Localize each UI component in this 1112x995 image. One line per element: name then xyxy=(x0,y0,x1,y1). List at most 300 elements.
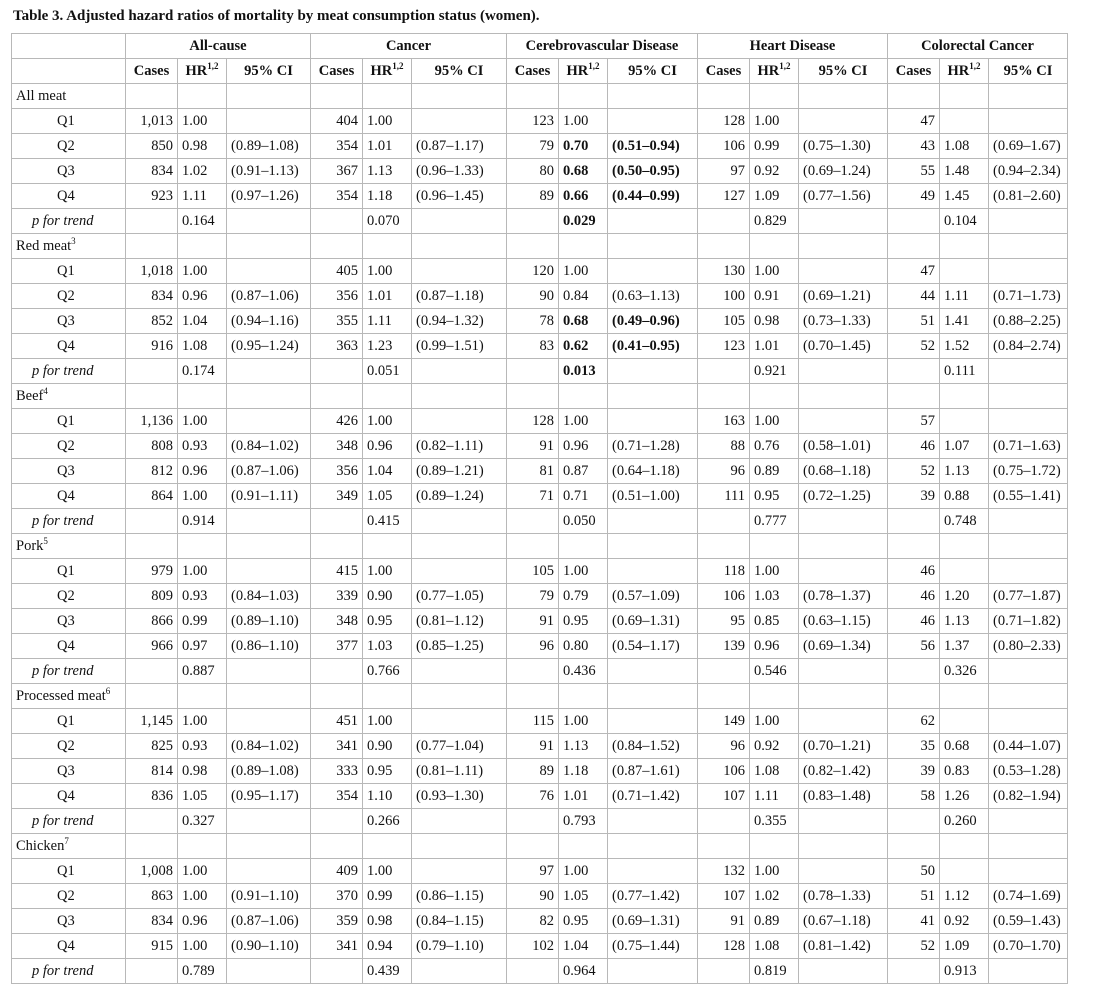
table-row xyxy=(12,109,1068,134)
hr-cell: 1.00 xyxy=(363,109,412,134)
ci-cell xyxy=(799,109,888,134)
group-header-cerebrovascular-disease: Cerebrovascular Disease xyxy=(507,34,698,59)
cases-cell xyxy=(888,209,940,234)
ci-cell xyxy=(412,659,507,684)
hr-cell: 0.748 xyxy=(940,509,989,534)
empty-cell xyxy=(799,234,888,259)
cases-cell: 90 xyxy=(507,884,559,909)
ci-cell: (0.86–1.10) xyxy=(227,634,311,659)
subheader-95-ci: 95% CI xyxy=(989,59,1068,84)
empty-cell xyxy=(178,234,227,259)
row-label: Q3 xyxy=(12,309,126,334)
ci-cell: (0.69–1.31) xyxy=(608,909,698,934)
ci-cell: (0.72–1.25) xyxy=(799,484,888,509)
ci-cell xyxy=(799,259,888,284)
hr-cell: 1.01 xyxy=(750,334,799,359)
hr-cell: 0.85 xyxy=(750,609,799,634)
cases-cell: 132 xyxy=(698,859,750,884)
empty-cell xyxy=(559,684,608,709)
cases-cell xyxy=(311,809,363,834)
ci-cell xyxy=(799,409,888,434)
ci-cell: (0.71–1.73) xyxy=(989,284,1068,309)
section-footnote: 3 xyxy=(71,236,76,247)
row-label: Q4 xyxy=(12,334,126,359)
hr-cell: 0.829 xyxy=(750,209,799,234)
row-label: Q3 xyxy=(12,609,126,634)
ci-cell: (0.86–1.15) xyxy=(412,884,507,909)
ci-cell xyxy=(989,559,1068,584)
section-label: Pork$^5$ xyxy=(12,534,126,559)
empty-cell xyxy=(888,684,940,709)
row-label: Q1 xyxy=(12,409,126,434)
empty-cell xyxy=(608,684,698,709)
ci-cell xyxy=(412,859,507,884)
cases-cell: 118 xyxy=(698,559,750,584)
table-row xyxy=(12,409,1068,434)
cases-cell: 405 xyxy=(311,259,363,284)
empty-cell xyxy=(227,84,311,109)
empty-cell xyxy=(940,384,989,409)
cases-cell xyxy=(888,509,940,534)
ci-cell xyxy=(608,359,698,384)
cases-cell: 348 xyxy=(311,609,363,634)
empty-cell xyxy=(507,534,559,559)
cases-cell: 106 xyxy=(698,134,750,159)
section-row xyxy=(12,834,1068,859)
ci-cell: (0.68–1.18) xyxy=(799,459,888,484)
ci-cell xyxy=(608,109,698,134)
empty-cell xyxy=(698,84,750,109)
hr-cell: 1.13 xyxy=(363,159,412,184)
empty-cell xyxy=(507,84,559,109)
hr-cell: 0.95 xyxy=(559,909,608,934)
empty-cell xyxy=(311,684,363,709)
cases-cell xyxy=(698,809,750,834)
hr-cell: 0.95 xyxy=(363,759,412,784)
empty-cell xyxy=(178,684,227,709)
hr-cell: 1.00 xyxy=(559,409,608,434)
row-label: p for trend xyxy=(12,209,126,234)
cases-cell: 149 xyxy=(698,709,750,734)
hr-cell: 1.00 xyxy=(178,409,227,434)
row-label: Q1 xyxy=(12,709,126,734)
hr-cell: 0.68 xyxy=(940,734,989,759)
cases-cell: 106 xyxy=(698,759,750,784)
cases-cell: 1,136 xyxy=(126,409,178,434)
hr-cell: 0.91 xyxy=(750,284,799,309)
cases-cell: 356 xyxy=(311,459,363,484)
hr-cell: 1.12 xyxy=(940,884,989,909)
ci-cell xyxy=(227,809,311,834)
ci-cell: (0.94–2.34) xyxy=(989,159,1068,184)
cases-cell: 852 xyxy=(126,309,178,334)
empty-cell xyxy=(126,384,178,409)
empty-cell xyxy=(412,384,507,409)
ci-cell xyxy=(799,809,888,834)
ci-cell: (0.55–1.41) xyxy=(989,484,1068,509)
cases-cell: 1,008 xyxy=(126,859,178,884)
empty-cell xyxy=(507,384,559,409)
ci-cell: (0.75–1.30) xyxy=(799,134,888,159)
hr-cell: 1.00 xyxy=(178,884,227,909)
cases-cell: 46 xyxy=(888,559,940,584)
subheader-95-ci: 95% CI xyxy=(608,59,698,84)
cases-cell: 41 xyxy=(888,909,940,934)
cases-cell: 115 xyxy=(507,709,559,734)
cases-cell: 89 xyxy=(507,184,559,209)
hr-cell: 1.09 xyxy=(940,934,989,959)
ci-cell: (0.82–1.94) xyxy=(989,784,1068,809)
row-label: Q3 xyxy=(12,459,126,484)
hr-cell: 0.99 xyxy=(363,884,412,909)
row-label: Q4 xyxy=(12,634,126,659)
empty-cell xyxy=(126,534,178,559)
hr-cell: 0.051 xyxy=(363,359,412,384)
hr-cell: 1.11 xyxy=(363,309,412,334)
ci-cell: (0.70–1.45) xyxy=(799,334,888,359)
hr-cell xyxy=(940,259,989,284)
cases-cell: 809 xyxy=(126,584,178,609)
hr-cell: 1.41 xyxy=(940,309,989,334)
ci-cell xyxy=(227,109,311,134)
hr-cell xyxy=(940,859,989,884)
hr-cell: 1.00 xyxy=(750,109,799,134)
cases-cell xyxy=(888,659,940,684)
hr-cell: 1.04 xyxy=(559,934,608,959)
hr-cell: 0.98 xyxy=(363,909,412,934)
ci-cell: (0.71–1.42) xyxy=(608,784,698,809)
row-label: Q2 xyxy=(12,284,126,309)
table-row xyxy=(12,359,1068,384)
cases-cell: 128 xyxy=(507,409,559,434)
empty-cell xyxy=(750,84,799,109)
hr-cell: 1.08 xyxy=(750,934,799,959)
empty-cell xyxy=(989,834,1068,859)
cases-cell: 71 xyxy=(507,484,559,509)
cases-cell: 349 xyxy=(311,484,363,509)
ci-cell: (0.75–1.44) xyxy=(608,934,698,959)
hr-cell: 0.819 xyxy=(750,959,799,984)
empty-cell xyxy=(940,684,989,709)
cases-cell: 377 xyxy=(311,634,363,659)
row-label: Q2 xyxy=(12,584,126,609)
hr-cell: 1.18 xyxy=(559,759,608,784)
table-row xyxy=(12,609,1068,634)
hr-cell: 0.777 xyxy=(750,509,799,534)
hr-cell: 0.89 xyxy=(750,459,799,484)
ci-cell xyxy=(989,959,1068,984)
empty-cell xyxy=(888,234,940,259)
hr-cell: 0.96 xyxy=(178,284,227,309)
cases-cell: 834 xyxy=(126,909,178,934)
hr-cell: 0.436 xyxy=(559,659,608,684)
subheader-cases: Cases xyxy=(888,59,940,84)
hr-cell: 0.83 xyxy=(940,759,989,784)
cases-cell: 130 xyxy=(698,259,750,284)
subheader-cases: Cases xyxy=(126,59,178,84)
empty-cell xyxy=(126,684,178,709)
table-row xyxy=(12,434,1068,459)
cases-cell: 97 xyxy=(507,859,559,884)
cases-cell: 814 xyxy=(126,759,178,784)
ci-cell xyxy=(227,409,311,434)
hr-cell: 1.00 xyxy=(178,859,227,884)
cases-cell xyxy=(507,359,559,384)
empty-cell xyxy=(507,684,559,709)
ci-cell: (0.87–1.06) xyxy=(227,459,311,484)
cases-cell: 57 xyxy=(888,409,940,434)
empty-cell xyxy=(559,384,608,409)
ci-cell xyxy=(608,509,698,534)
hr-cell: 0.964 xyxy=(559,959,608,984)
ci-cell: (0.94–1.16) xyxy=(227,309,311,334)
ci-cell xyxy=(608,259,698,284)
hr-cell: 1.26 xyxy=(940,784,989,809)
group-header-all-cause: All-cause xyxy=(126,34,311,59)
table-row xyxy=(12,559,1068,584)
table-row xyxy=(12,209,1068,234)
ci-cell xyxy=(227,209,311,234)
hr-cell: 1.00 xyxy=(178,559,227,584)
hr-cell: 0.111 xyxy=(940,359,989,384)
empty-cell xyxy=(227,834,311,859)
cases-cell: 51 xyxy=(888,884,940,909)
empty-cell xyxy=(311,834,363,859)
ci-cell: (0.87–1.06) xyxy=(227,284,311,309)
ci-cell xyxy=(608,859,698,884)
hr-cell: 1.23 xyxy=(363,334,412,359)
cases-cell: 163 xyxy=(698,409,750,434)
ci-cell: (0.70–1.70) xyxy=(989,934,1068,959)
table-row xyxy=(12,734,1068,759)
hr-cell: 0.029 xyxy=(559,209,608,234)
ci-cell: (0.88–2.25) xyxy=(989,309,1068,334)
ci-cell: (0.77–1.56) xyxy=(799,184,888,209)
cases-cell xyxy=(698,659,750,684)
ci-cell xyxy=(412,509,507,534)
ci-cell xyxy=(608,209,698,234)
hr-cell: 0.415 xyxy=(363,509,412,534)
empty-cell xyxy=(608,534,698,559)
ci-cell: (0.81–1.11) xyxy=(412,759,507,784)
ci-cell: (0.83–1.48) xyxy=(799,784,888,809)
hr-footnote: 1,2 xyxy=(969,61,981,72)
hr-cell: 1.08 xyxy=(750,759,799,784)
hr-cell: 0.326 xyxy=(940,659,989,684)
cases-cell: 1,145 xyxy=(126,709,178,734)
empty-cell xyxy=(799,384,888,409)
hr-cell: 1.00 xyxy=(559,709,608,734)
ci-cell: (0.58–1.01) xyxy=(799,434,888,459)
table-row xyxy=(12,959,1068,984)
cases-cell: 864 xyxy=(126,484,178,509)
cases-cell: 127 xyxy=(698,184,750,209)
cases-cell: 96 xyxy=(698,734,750,759)
hr-cell: 0.260 xyxy=(940,809,989,834)
ci-cell xyxy=(799,859,888,884)
cases-cell: 123 xyxy=(507,109,559,134)
hr-cell: 1.03 xyxy=(750,584,799,609)
section-label: Beef$^4$ xyxy=(12,384,126,409)
row-label: Q3 xyxy=(12,759,126,784)
ci-cell xyxy=(608,659,698,684)
cases-cell: 80 xyxy=(507,159,559,184)
cases-cell: 339 xyxy=(311,584,363,609)
hr-cell: 0.70 xyxy=(559,134,608,159)
cases-cell: 91 xyxy=(507,609,559,634)
section-row xyxy=(12,534,1068,559)
row-label: Q1 xyxy=(12,859,126,884)
cases-cell: 808 xyxy=(126,434,178,459)
empty-cell xyxy=(608,834,698,859)
cases-cell: 966 xyxy=(126,634,178,659)
cases-cell: 426 xyxy=(311,409,363,434)
ci-cell xyxy=(412,959,507,984)
hr-cell: 0.94 xyxy=(363,934,412,959)
hr-cell: 0.439 xyxy=(363,959,412,984)
row-label: Q4 xyxy=(12,484,126,509)
hr-cell: 0.95 xyxy=(559,609,608,634)
ci-cell: (0.51–0.94) xyxy=(608,134,698,159)
hr-cell: 0.76 xyxy=(750,434,799,459)
table-caption: Table 3. Adjusted hazard ratios of mortality by meat consumption status (women). xyxy=(13,8,540,24)
section-row xyxy=(12,84,1068,109)
cases-cell: 107 xyxy=(698,784,750,809)
hr-cell: 1.45 xyxy=(940,184,989,209)
ci-cell: (0.89–1.24) xyxy=(412,484,507,509)
cases-cell: 341 xyxy=(311,934,363,959)
cases-cell: 107 xyxy=(698,884,750,909)
cases-cell: 128 xyxy=(698,109,750,134)
hr-cell: 1.05 xyxy=(559,884,608,909)
ci-cell: (0.90–1.10) xyxy=(227,934,311,959)
table-row xyxy=(12,809,1068,834)
hr-cell: 1.00 xyxy=(559,259,608,284)
hr-cell: 0.98 xyxy=(178,134,227,159)
ci-cell: (0.84–2.74) xyxy=(989,334,1068,359)
hr-cell: 0.913 xyxy=(940,959,989,984)
cases-cell: 333 xyxy=(311,759,363,784)
hr-cell: 0.93 xyxy=(178,434,227,459)
hr-cell: 0.68 xyxy=(559,309,608,334)
ci-cell xyxy=(799,959,888,984)
hr-cell: 0.90 xyxy=(363,584,412,609)
empty-cell xyxy=(799,834,888,859)
hr-cell: 1.11 xyxy=(940,284,989,309)
ci-cell: (0.84–1.52) xyxy=(608,734,698,759)
ci-cell: (0.91–1.13) xyxy=(227,159,311,184)
cases-cell xyxy=(507,809,559,834)
hr-cell: 1.04 xyxy=(178,309,227,334)
cases-cell xyxy=(311,659,363,684)
hr-cell: 1.11 xyxy=(178,184,227,209)
hr-cell: 1.08 xyxy=(178,334,227,359)
cases-cell: 79 xyxy=(507,584,559,609)
empty-cell xyxy=(227,534,311,559)
ci-cell xyxy=(227,559,311,584)
cases-cell: 47 xyxy=(888,109,940,134)
cases-cell: 404 xyxy=(311,109,363,134)
empty-cell xyxy=(227,684,311,709)
header-row-sub xyxy=(12,59,1068,84)
cases-cell: 359 xyxy=(311,909,363,934)
hr-cell xyxy=(940,709,989,734)
hr-cell: 1.00 xyxy=(559,109,608,134)
hr-cell: 0.92 xyxy=(940,909,989,934)
ci-cell xyxy=(412,709,507,734)
cases-cell: 106 xyxy=(698,584,750,609)
hr-cell: 1.00 xyxy=(363,559,412,584)
hr-cell: 0.98 xyxy=(178,759,227,784)
row-label: Q4 xyxy=(12,184,126,209)
cases-cell: 120 xyxy=(507,259,559,284)
hr-cell: 1.10 xyxy=(363,784,412,809)
ci-cell xyxy=(412,809,507,834)
hr-cell: 0.921 xyxy=(750,359,799,384)
cases-cell xyxy=(507,659,559,684)
section-label: Chicken$^7$ xyxy=(12,834,126,859)
table-row xyxy=(12,334,1068,359)
empty-cell xyxy=(750,234,799,259)
ci-cell: (0.73–1.33) xyxy=(799,309,888,334)
hr-footnote: 1,2 xyxy=(207,61,219,72)
cases-cell: 39 xyxy=(888,759,940,784)
ci-cell: (0.81–2.60) xyxy=(989,184,1068,209)
section-footnote: 6 xyxy=(105,686,111,697)
empty-cell xyxy=(698,534,750,559)
ci-cell: (0.80–2.33) xyxy=(989,634,1068,659)
hr-cell: 0.887 xyxy=(178,659,227,684)
section-footnote: 5 xyxy=(43,536,48,547)
ci-cell: (0.44–0.99) xyxy=(608,184,698,209)
hr-cell: 1.18 xyxy=(363,184,412,209)
ci-cell xyxy=(227,509,311,534)
ci-cell: (0.77–1.05) xyxy=(412,584,507,609)
ci-cell: (0.69–1.21) xyxy=(799,284,888,309)
cases-cell xyxy=(311,959,363,984)
subheader-95-ci: 95% CI xyxy=(799,59,888,84)
ci-cell xyxy=(608,709,698,734)
hr-cell: 0.84 xyxy=(559,284,608,309)
cases-cell: 105 xyxy=(507,559,559,584)
ci-cell: (0.49–0.96) xyxy=(608,309,698,334)
ci-cell: (0.69–1.34) xyxy=(799,634,888,659)
ci-cell: (0.77–1.42) xyxy=(608,884,698,909)
hr-cell: 1.00 xyxy=(559,859,608,884)
empty-cell xyxy=(559,234,608,259)
empty-cell xyxy=(412,84,507,109)
hr-cell: 0.164 xyxy=(178,209,227,234)
ci-cell xyxy=(799,559,888,584)
empty-cell xyxy=(126,834,178,859)
ci-cell xyxy=(989,259,1068,284)
cases-cell: 88 xyxy=(698,434,750,459)
cases-cell xyxy=(888,359,940,384)
table-row xyxy=(12,759,1068,784)
hr-cell: 0.327 xyxy=(178,809,227,834)
row-label: p for trend xyxy=(12,959,126,984)
hr-cell: 1.00 xyxy=(750,259,799,284)
hr-cell: 0.90 xyxy=(363,734,412,759)
ci-cell: (0.87–1.17) xyxy=(412,134,507,159)
cases-cell: 409 xyxy=(311,859,363,884)
empty-cell xyxy=(178,834,227,859)
cases-cell: 51 xyxy=(888,309,940,334)
ci-cell: (0.77–1.04) xyxy=(412,734,507,759)
cases-cell: 56 xyxy=(888,634,940,659)
cases-cell: 850 xyxy=(126,134,178,159)
table-row xyxy=(12,284,1068,309)
